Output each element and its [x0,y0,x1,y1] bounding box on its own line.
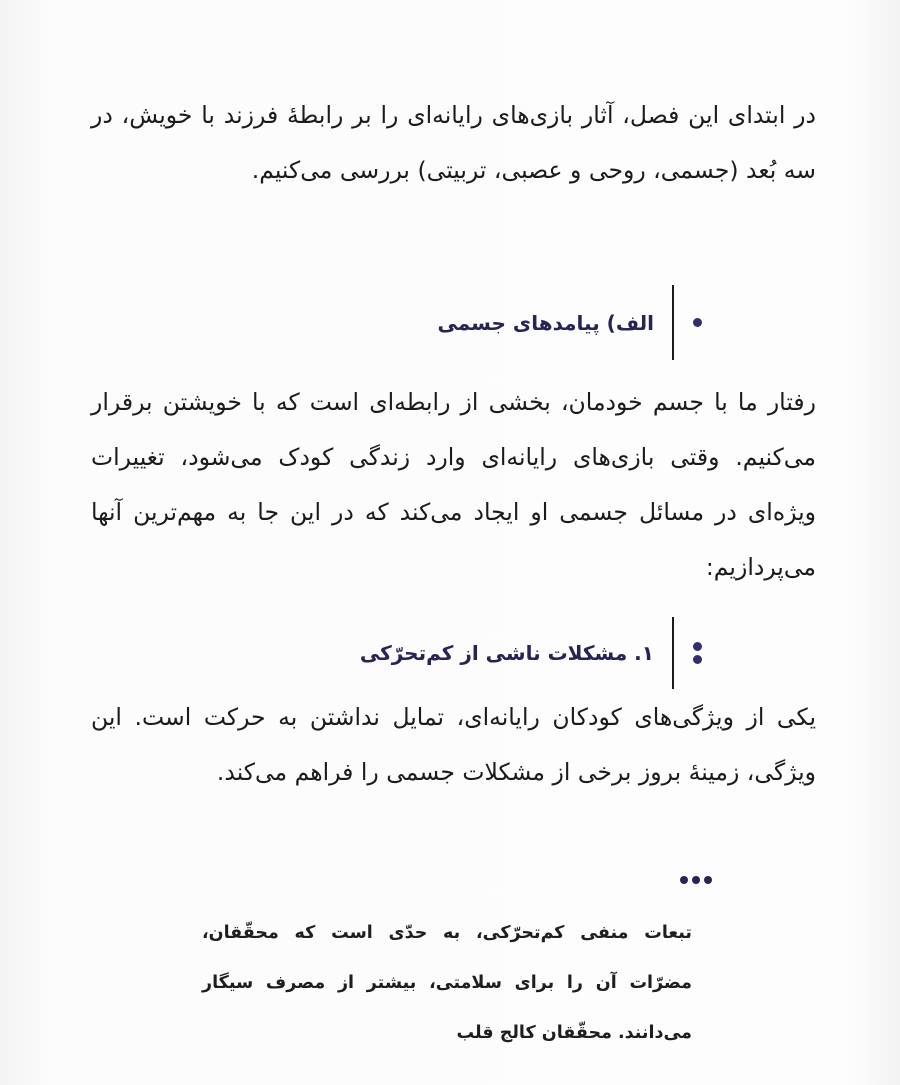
footnote-paragraph: تبعات منفی کم‌تحرّکی، به حدّی است که محقّقان، مضرّات آن را برای سلامتی، بیشتر از مصرف سیگار می‌دانند. محقّقان کالج قلب [202,923,692,1043]
inactivity-paragraph: یکی از ویژگی‌های کودکان رایانه‌ای، تمایل نداشتن به حرکت است. این ویژگی، زمینهٔ بروز برخی از مشکلات جسمی را فراهم می‌کند. [91,703,816,786]
subsection-heading-text: ۱. مشکلات ناشی از کم‌تحرّکی [359,641,654,665]
heading-divider [672,285,674,360]
section-heading-physical-consequences [438,285,710,360]
double-bullet-icon [684,642,710,664]
bullet-icon [684,318,710,327]
section-heading-text: الف) پیامدهای جسمی [437,310,654,335]
physical-paragraph: رفتار ما با جسم خودمان، بخشی از رابطه‌ای است که با خویشتن برقرار می‌کنیم. وقتی بازی‌های رایانه‌ای وارد زندگی کودک می‌شود، تغییرات ویژه‌ای در مسائل جسمی او ایجاد می‌کند که در این جا به مهم‌ترین آنها می‌پردازیم: [91,388,816,581]
heading-divider [672,617,674,689]
intro-paragraph: در ابتدای این فصل، آثار بازی‌های رایانه‌ای را بر رابطهٔ فرزند با خویش، در سه بُعد (جسمی، روحی و عصبی، تربیتی) بررسی می‌کنیم. [91,101,816,184]
separator-dots-icon [680,876,712,884]
subsection-heading-inactivity [360,617,710,689]
